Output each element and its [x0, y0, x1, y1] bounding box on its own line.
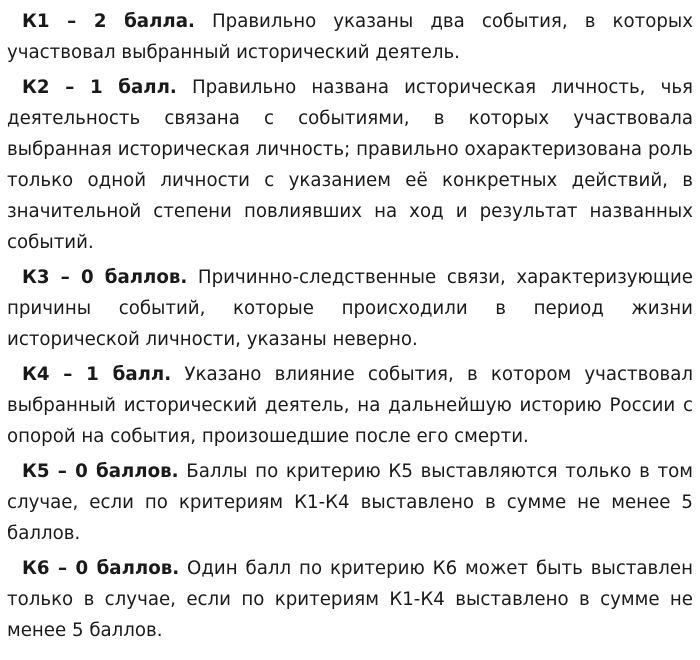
criterion-text: Указано влияние события, в котором участвовал выбранный исторический деятель, на дальнейшую историю России с опорой на события, произошедшие после его смерти.	[7, 364, 693, 447]
criterion-text: Баллы по критерию К5 выставляются только в том случае, если по критериям К1-К4 выставлено в сумме не менее 5 баллов.	[7, 461, 693, 544]
criterion-k1	[7, 6, 693, 68]
criterion-label: К3 – 0 баллов.	[22, 267, 188, 288]
criterion-k4	[7, 359, 693, 452]
criterion-label: К1 – 2 балла.	[22, 11, 195, 32]
criterion-k2	[7, 72, 693, 258]
criterion-label: К5 – 0 баллов.	[22, 461, 179, 482]
criterion-label: К2 – 1 балл.	[22, 77, 177, 98]
criterion-k3	[7, 262, 693, 355]
criterion-k5	[7, 456, 693, 549]
criterion-label: К4 – 1 балл.	[22, 364, 172, 385]
criterion-text: Правильно названа историческая личность, чья деятельность связана с событиями, в которых участвовала выбранная историческая личность; правильно охарактеризована роль только одной личности с указанием её конкретных действий, в значительной степени повлиявших на ход и результат названных событий.	[7, 77, 693, 253]
criterion-k6	[7, 553, 693, 646]
criterion-text: Причинно-следственные связи, характеризующие причины событий, которые происходили в период жизни исторической личности, указаны неверно.	[7, 267, 693, 350]
criterion-label: К6 – 0 баллов.	[22, 558, 180, 579]
criterion-text: Один балл по критерию К6 может быть выставлен только в случае, если по критериям К1-К4 выставлено в сумме не менее 5 баллов.	[7, 558, 693, 641]
criterion-text: Правильно указаны два события, в которых участвовал выбранный исторический деятель.	[7, 11, 693, 63]
